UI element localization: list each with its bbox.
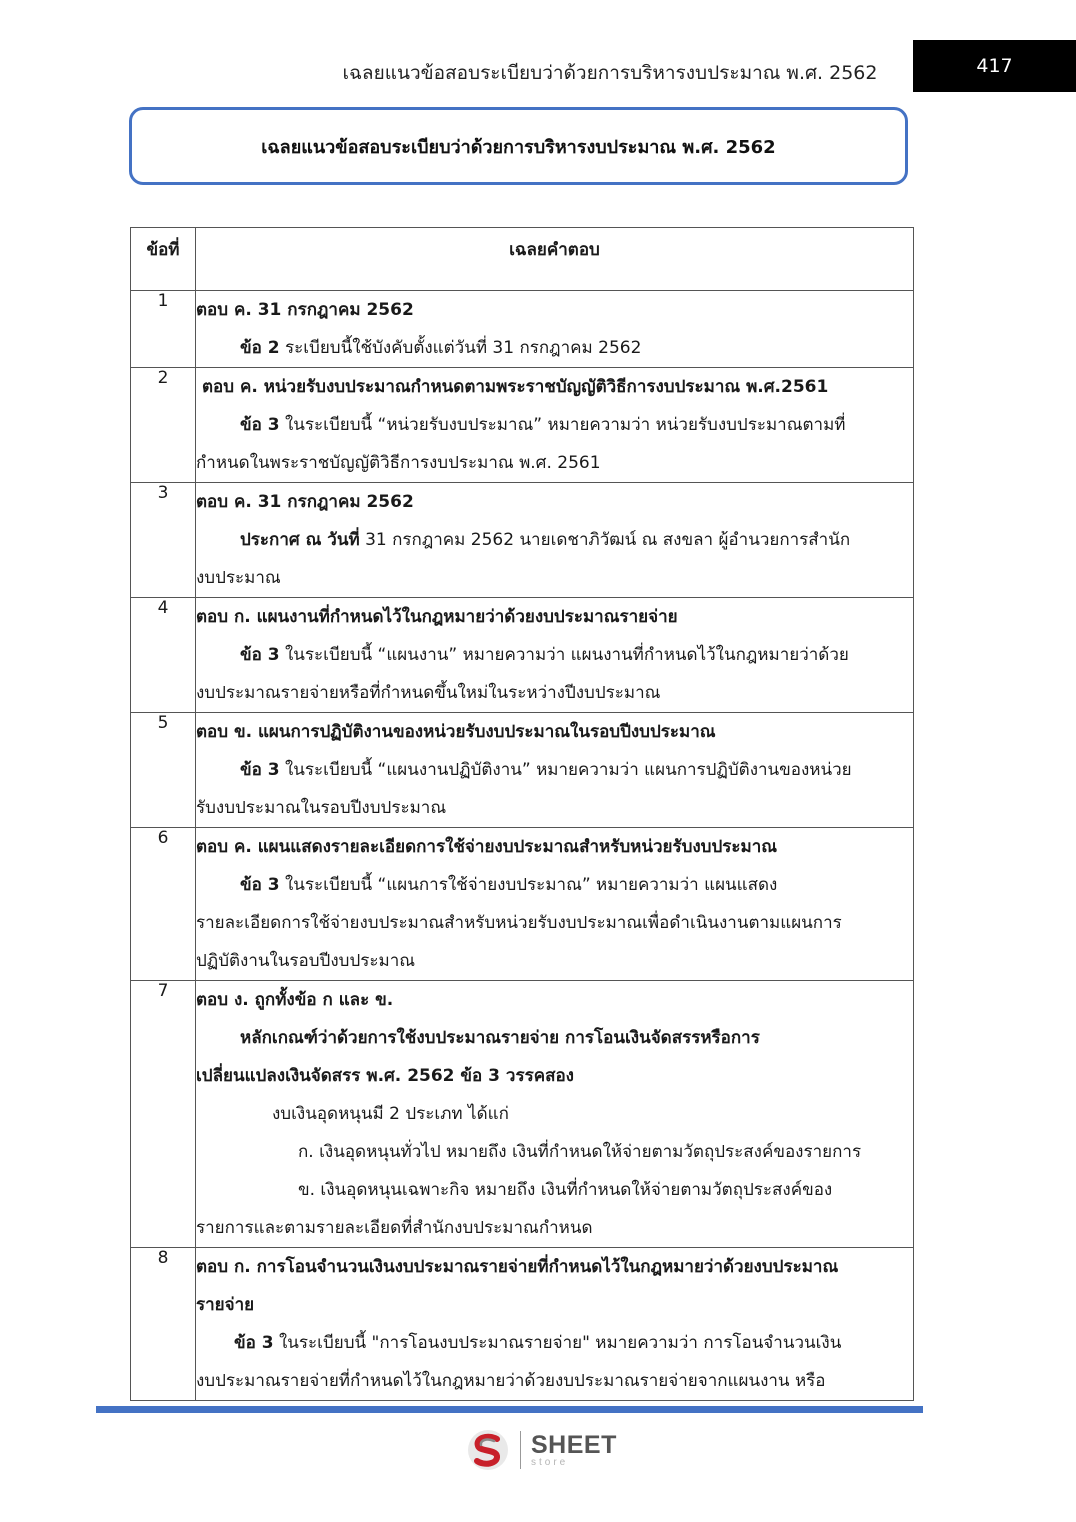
table-row bbox=[131, 713, 914, 828]
explanation-text: ในระเบียบนี้ “แผนงานปฏิบัติงาน” หมายความว่า แผนการปฏิบัติงานของหน่วย bbox=[284, 760, 852, 780]
explanation-line bbox=[196, 751, 913, 789]
answer-line: ตอบ ค. แผนแสดงรายละเอียดการใช้จ่ายงบประมาณสำหรับหน่วยรับงบประมาณ bbox=[196, 837, 778, 857]
running-title: เฉลยแนวข้อสอบระเบียบว่าด้วยการบริหารงบประมาณ พ.ศ. 2562 bbox=[342, 62, 878, 84]
explanation-line bbox=[196, 1324, 913, 1362]
clause-ref: ข้อ 3 bbox=[240, 875, 280, 895]
answer-cell bbox=[196, 1248, 914, 1401]
clause-ref: ข้อ 3 bbox=[240, 415, 280, 435]
answer-cell bbox=[196, 713, 914, 828]
explanation-continuation: รายละเอียดการใช้จ่ายงบประมาณสำหรับหน่วยรับงบประมาณเพื่อดำเนินงานตามแผนการ bbox=[196, 913, 842, 933]
row-number: 5 bbox=[131, 713, 196, 828]
explanation-continuation: รับงบประมาณในรอบปีงบประมาณ bbox=[196, 798, 447, 818]
title-box bbox=[129, 107, 908, 185]
explanation-continuation: ปฏิบัติงานในรอบปีงบประมาณ bbox=[196, 951, 416, 971]
footer-rule bbox=[96, 1406, 923, 1413]
answer-line: ตอบ ค. หน่วยรับงบประมาณกำหนดตามพระราชบัญญัติวิธีการงบประมาณ พ.ศ.2561 bbox=[202, 377, 829, 397]
answer-cell bbox=[196, 828, 914, 981]
table-row bbox=[131, 368, 914, 483]
explanation-text: 31 กรกฎาคม 2562 นายเดชาภิวัฒน์ ณ สงขลา ผู้อำนวยการสำนัก bbox=[365, 530, 851, 550]
row-number: 1 bbox=[131, 291, 196, 368]
answer-cell bbox=[196, 981, 914, 1248]
logo-main-text: SHEET bbox=[531, 1430, 617, 1459]
explanation-text: ในระเบียบนี้ "การโอนงบประมาณรายจ่าย" หมายความว่า การโอนจำนวนเงิน bbox=[278, 1333, 842, 1353]
rule-heading-continuation: เปลี่ยนแปลงเงินจัดสรร พ.ศ. 2562 ข้อ 3 วรรคสอง bbox=[196, 1066, 574, 1086]
table-row bbox=[131, 1248, 914, 1401]
clause-ref: ข้อ 3 bbox=[240, 645, 280, 665]
page-number: 417 bbox=[913, 40, 1076, 92]
explanation-text: ในระเบียบนี้ “แผนงาน” หมายความว่า แผนงานที่กำหนดไว้ในกฎหมายว่าด้วย bbox=[284, 645, 849, 665]
column-header-no: ข้อที่ bbox=[131, 228, 196, 291]
logo-divider bbox=[520, 1431, 521, 1469]
clause-ref: ประกาศ ณ วันที่ bbox=[240, 530, 360, 550]
clause-ref: ข้อ 2 bbox=[240, 338, 280, 358]
answer-cell bbox=[196, 291, 914, 368]
row-number: 2 bbox=[131, 368, 196, 483]
table-header-row bbox=[131, 228, 914, 291]
explanation-line bbox=[196, 636, 913, 674]
answer-cell bbox=[196, 598, 914, 713]
table-row bbox=[131, 598, 914, 713]
explanation-continuation: งบประมาณรายจ่ายหรือที่กำหนดขึ้นใหม่ในระหว่างปีงบประมาณ bbox=[196, 683, 661, 703]
logo-wordmark bbox=[531, 1430, 617, 1468]
answer-line: ตอบ ง. ถูกทั้งข้อ ก และ ข. bbox=[196, 990, 394, 1010]
row-number: 6 bbox=[131, 828, 196, 981]
row-number: 3 bbox=[131, 483, 196, 598]
subsidy-item-a: ก. เงินอุดหนุนทั่วไป หมายถึง เงินที่กำหนดให้จ่ายตามวัตถุประสงค์ของรายการ bbox=[298, 1142, 862, 1162]
subsidy-item-b: ข. เงินอุดหนุนเฉพาะกิจ หมายถึง เงินที่กำหนดให้จ่ายตามวัตถุประสงค์ของ bbox=[298, 1180, 833, 1200]
explanation-line bbox=[196, 521, 913, 559]
clause-ref: ข้อ 3 bbox=[234, 1333, 274, 1353]
rule-heading: หลักเกณฑ์ว่าด้วยการใช้งบประมาณรายจ่าย การโอนเงินจัดสรรหรือการ bbox=[240, 1028, 760, 1048]
clause-ref: ข้อ 3 bbox=[240, 760, 280, 780]
explanation-continuation: งบประมาณรายจ่ายที่กำหนดไว้ในกฎหมายว่าด้วยงบประมาณรายจ่ายจากแผนงาน หรือ bbox=[196, 1371, 826, 1391]
explanation-text: ในระเบียบนี้ “แผนการใช้จ่ายงบประมาณ” หมายความว่า แผนแสดง bbox=[284, 875, 778, 895]
sheet-store-logo bbox=[466, 1428, 617, 1472]
column-header-answer: เฉลยคำตอบ bbox=[196, 228, 914, 291]
table-row bbox=[131, 291, 914, 368]
row-number: 8 bbox=[131, 1248, 196, 1401]
logo-mark-icon bbox=[466, 1428, 510, 1472]
table-row bbox=[131, 828, 914, 981]
explanation-continuation: งบประมาณ bbox=[196, 568, 281, 588]
explanation-continuation: รายการและตามรายละเอียดที่สำนักงบประมาณกำหนด bbox=[196, 1218, 593, 1238]
explanation-line bbox=[196, 329, 913, 367]
table-row bbox=[131, 981, 914, 1248]
answer-line: ตอบ ก. การโอนจำนวนเงินงบประมาณรายจ่ายที่กำหนดไว้ในกฎหมายว่าด้วยงบประมาณ bbox=[196, 1257, 839, 1277]
answer-cell bbox=[196, 368, 914, 483]
explanation-line bbox=[196, 866, 913, 904]
answer-line: ตอบ ค. 31 กรกฎาคม 2562 bbox=[196, 492, 414, 512]
answer-line: ตอบ ค. 31 กรกฎาคม 2562 bbox=[196, 300, 414, 320]
row-number: 4 bbox=[131, 598, 196, 713]
title-text: เฉลยแนวข้อสอบระเบียบว่าด้วยการบริหารงบประมาณ พ.ศ. 2562 bbox=[261, 136, 776, 158]
explanation-line bbox=[196, 406, 913, 444]
answer-table bbox=[130, 227, 914, 1401]
answer-line: ตอบ ก. แผนงานที่กำหนดไว้ในกฎหมายว่าด้วยงบประมาณรายจ่าย bbox=[196, 607, 678, 627]
explanation-continuation: กำหนดในพระราชบัญญัติวิธีการงบประมาณ พ.ศ. 2561 bbox=[196, 453, 601, 473]
explanation-text: ในระเบียบนี้ “หน่วยรับงบประมาณ” หมายความว่า หน่วยรับงบประมาณตามที่ bbox=[284, 415, 846, 435]
answer-line-continuation: รายจ่าย bbox=[196, 1295, 255, 1315]
answer-cell bbox=[196, 483, 914, 598]
explanation-text: ระเบียบนี้ใช้บังคับตั้งแต่วันที่ 31 กรกฎาคม 2562 bbox=[284, 338, 642, 358]
logo-sub-text: store bbox=[531, 1456, 569, 1468]
subsidy-intro: งบเงินอุดหนุนมี 2 ประเภท ได้แก่ bbox=[272, 1104, 509, 1124]
table-row bbox=[131, 483, 914, 598]
row-number: 7 bbox=[131, 981, 196, 1248]
answer-line: ตอบ ข. แผนการปฏิบัติงานของหน่วยรับงบประมาณในรอบปีงบประมาณ bbox=[196, 722, 716, 742]
